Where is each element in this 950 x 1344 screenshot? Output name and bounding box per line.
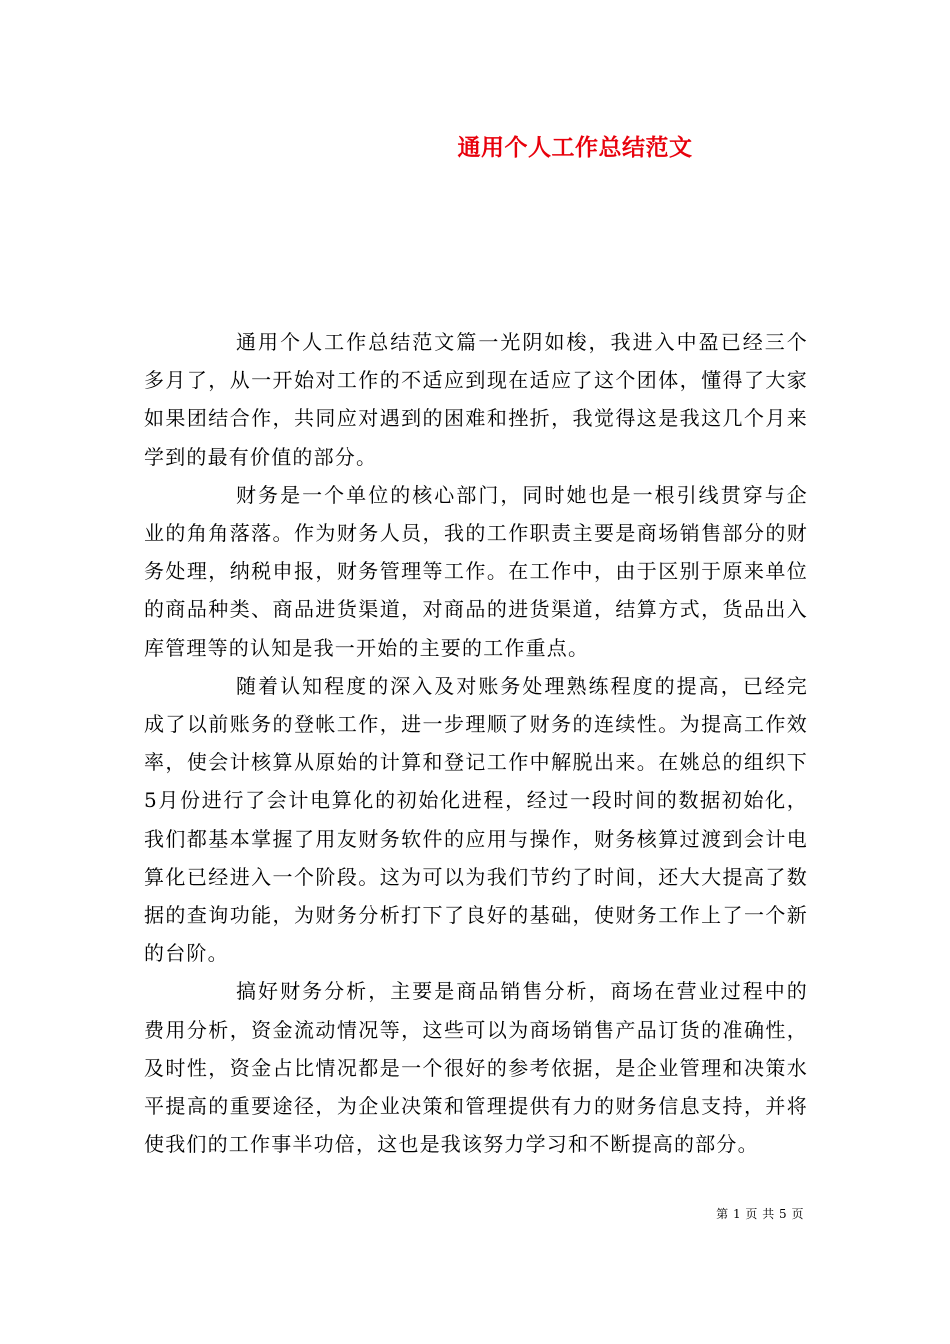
paragraph-3: 随着认知程度的深入及对账务处理熟练程度的提高，已经完成了以前账务的登帐工作，进一步理顺了财务的连续性。为提高工作效率，使会计核算从原始的计算和登记工作中解脱出来。在姚总的组织下5月份进行了会计电算化的初始化进程，经过一段时间的数据初始化，我们都基本掌握了用友财务软件的应用与操作，财务核算过渡到会计电算化已经进入一个阶段。这为可以为我们节约了时间，还大大提高了数据的查询功能，为财务分析打下了良好的基础，使财务工作上了一个新的台阶。	[144, 673, 808, 966]
paragraph-4: 搞好财务分析，主要是商品销售分析，商场在营业过程中的费用分析，资金流动情况等，这些可以为商场销售产品订货的准确性，及时性，资金占比情况都是一个很好的参考依据，是企业管理和决策水平提高的重要途径，为企业决策和管理提供有力的财务信息支持，并将使我们的工作事半功倍，这也是我该努力学习和不断提高的部分。	[144, 979, 808, 1157]
paragraph-1: 通用个人工作总结范文篇一光阴如梭，我进入中盈已经三个多月了，从一开始对工作的不适应到现在适应了这个团体，懂得了大家如果团结合作，共同应对遇到的困难和挫折，我觉得这是我这几个月来学到的最有价值的部分。	[144, 330, 808, 469]
page-number-footer: 第 1 页 共 5 页	[716, 1207, 804, 1221]
document-body	[144, 323, 808, 1163]
paragraph-2: 财务是一个单位的核心部门，同时她也是一根引线贯穿与企业的角角落落。作为财务人员，我的工作职责主要是商场销售部分的财务处理，纳税申报，财务管理等工作。在工作中，由于区别于原来单位的商品种类、商品进货渠道，对商品的进货渠道，结算方式，货品出入库管理等的认知是我一开始的主要的工作重点。	[144, 482, 808, 660]
document-title: 通用个人工作总结范文	[457, 134, 693, 161]
